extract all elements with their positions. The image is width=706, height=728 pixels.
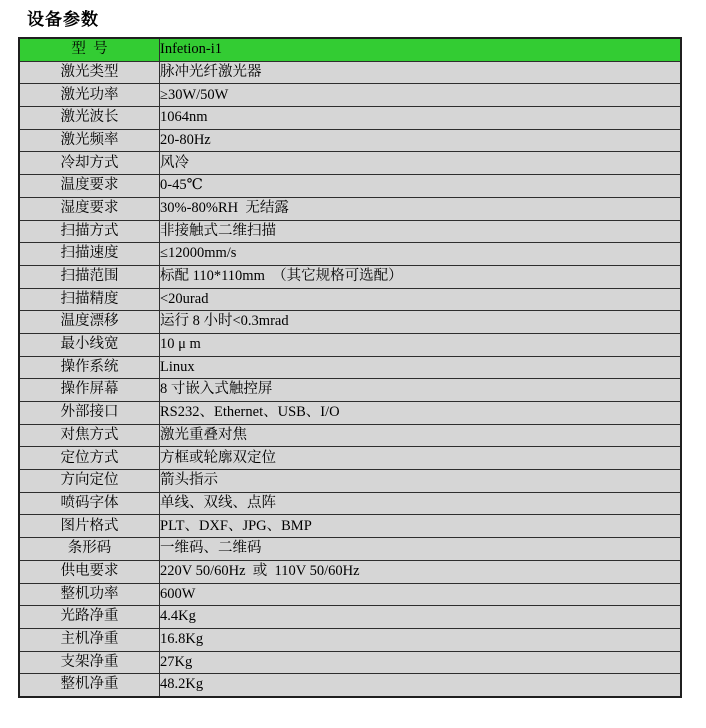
table-row (19, 470, 681, 493)
table-row (19, 651, 681, 674)
table-row (19, 107, 681, 130)
spec-table (18, 37, 682, 698)
spec-label: 支架净重 (19, 651, 160, 674)
spec-value: ≥30W/50W (160, 84, 682, 107)
table-row (19, 175, 681, 198)
spec-value: 16.8Kg (160, 628, 682, 651)
spec-label: 喷码字体 (19, 492, 160, 515)
spec-value: 方框或轮廓双定位 (160, 447, 682, 470)
table-row (19, 61, 681, 84)
spec-value: <20urad (160, 288, 682, 311)
spec-label: 最小线宽 (19, 333, 160, 356)
table-row (19, 333, 681, 356)
spec-value: 20-80Hz (160, 129, 682, 152)
spec-label: 外部接口 (19, 402, 160, 425)
spec-label: 图片格式 (19, 515, 160, 538)
page-title: 设备参数 (27, 10, 99, 29)
table-row (19, 628, 681, 651)
table-row (19, 515, 681, 538)
spec-label: 扫描方式 (19, 220, 160, 243)
table-row (19, 197, 681, 220)
table-row (19, 220, 681, 243)
spec-label: 温度要求 (19, 175, 160, 198)
spec-label: 激光类型 (19, 61, 160, 84)
table-row (19, 538, 681, 561)
spec-label: 定位方式 (19, 447, 160, 470)
spec-value: 30%-80%RH 无结露 (160, 197, 682, 220)
table-row (19, 379, 681, 402)
spec-label: 扫描范围 (19, 265, 160, 288)
table-row (19, 560, 681, 583)
spec-value: PLT、DXF、JPG、BMP (160, 515, 682, 538)
table-row (19, 447, 681, 470)
spec-value: 48.2Kg (160, 674, 682, 697)
spec-label: 操作屏幕 (19, 379, 160, 402)
spec-value: 脉冲光纤激光器 (160, 61, 682, 84)
spec-label: 方向定位 (19, 470, 160, 493)
spec-label: 供电要求 (19, 560, 160, 583)
table-row (19, 129, 681, 152)
spec-value: 1064nm (160, 107, 682, 130)
table-row (19, 424, 681, 447)
table-row (19, 84, 681, 107)
spec-label: 对焦方式 (19, 424, 160, 447)
table-row (19, 152, 681, 175)
spec-label: 整机功率 (19, 583, 160, 606)
spec-value: 4.4Kg (160, 606, 682, 629)
spec-label: 整机净重 (19, 674, 160, 697)
spec-label: 操作系统 (19, 356, 160, 379)
spec-label: 湿度要求 (19, 197, 160, 220)
spec-label: 激光频率 (19, 129, 160, 152)
spec-label: 扫描精度 (19, 288, 160, 311)
spec-value: 0-45℃ (160, 175, 682, 198)
spec-value: 10 μ m (160, 333, 682, 356)
table-row (19, 243, 681, 266)
spec-label: 激光波长 (19, 107, 160, 130)
spec-value: 标配 110*110mm （其它规格可选配） (160, 265, 682, 288)
spec-value: 220V 50/60Hz 或 110V 50/60Hz (160, 560, 682, 583)
spec-value: 600W (160, 583, 682, 606)
table-row (19, 288, 681, 311)
model-header-label: 型 号 (19, 38, 160, 61)
spec-value: ≤12000mm/s (160, 243, 682, 266)
table-row (19, 311, 681, 334)
table-row (19, 492, 681, 515)
spec-value: 8 寸嵌入式触控屏 (160, 379, 682, 402)
table-row (19, 356, 681, 379)
spec-value: 单线、双线、点阵 (160, 492, 682, 515)
spec-label: 激光功率 (19, 84, 160, 107)
spec-label: 光路净重 (19, 606, 160, 629)
spec-label: 温度漂移 (19, 311, 160, 334)
table-row (19, 583, 681, 606)
spec-value: 箭头指示 (160, 470, 682, 493)
spec-label: 主机净重 (19, 628, 160, 651)
model-header-value: Infetion-i1 (160, 38, 682, 61)
spec-value: RS232、Ethernet、USB、I/O (160, 402, 682, 425)
spec-label: 冷却方式 (19, 152, 160, 175)
table-row (19, 674, 681, 697)
table-row (19, 265, 681, 288)
spec-value: 运行 8 小时<0.3mrad (160, 311, 682, 334)
spec-label: 扫描速度 (19, 243, 160, 266)
spec-label: 条形码 (19, 538, 160, 561)
spec-value: 非接触式二维扫描 (160, 220, 682, 243)
table-header-row (19, 38, 681, 61)
spec-value: Linux (160, 356, 682, 379)
spec-value: 激光重叠对焦 (160, 424, 682, 447)
spec-table-body (19, 38, 681, 697)
table-row (19, 402, 681, 425)
spec-value: 风冷 (160, 152, 682, 175)
spec-value: 27Kg (160, 651, 682, 674)
table-row (19, 606, 681, 629)
spec-value: 一维码、二维码 (160, 538, 682, 561)
